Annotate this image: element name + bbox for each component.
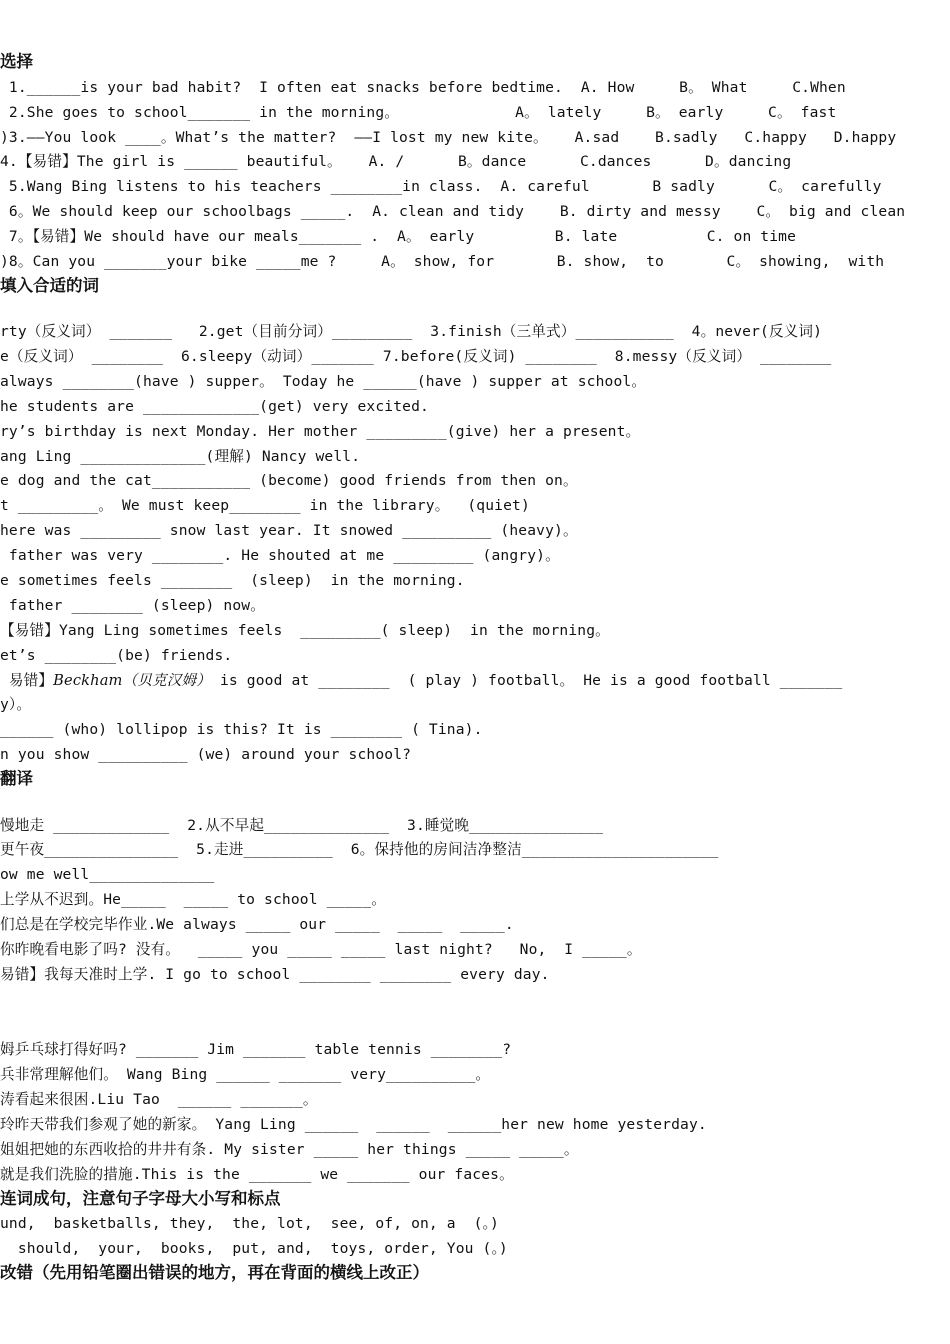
fill-line-15-rest: is good at ________ ( play ) football。 He is a good football _______ <box>211 672 843 689</box>
fill-line-15-italic-name: Beckham（贝克汉姆） <box>53 672 212 689</box>
translate-line-2: 更午夜_______________ 5.走进__________ 6。保持他的房间洁净整洁______________________ <box>0 841 719 858</box>
fill-line-9: here was _________ snow last year. It snowed __________ (heavy)。 <box>0 522 578 539</box>
translate-line-1: 慢地走 _____________ 2.从不早起______________ 3.睡觉晚_______________ <box>0 817 604 834</box>
section-heading-choice: 选择 <box>0 52 33 71</box>
choice-question-4: 4.【易错】The girl is ______ beautiful。 A. / B。dance C.dances D。dancing <box>0 153 792 170</box>
fill-line-5: ry’s birthday is next Monday. Her mother _________(give) her a present。 <box>0 423 641 440</box>
fill-line-12: father ________ (sleep) now。 <box>0 597 265 614</box>
fill-line-3: always ________(have ) supper。 Today he ______(have ) supper at school。 <box>0 373 647 390</box>
fill-line-7: e dog and the cat___________ (become) good friends from then on。 <box>0 472 578 489</box>
fill-line-1: rty（反义词） _______ 2.get（目前分词）_________ 3.finish（三单式）___________ 4。never(反义词) <box>0 323 823 340</box>
choice-question-1: 1.______is your bad habit? I often eat snacks before bedtime. A. How B。 What C.When <box>0 79 846 96</box>
fill-line-6: ang Ling ______________(理解) Nancy well. <box>0 448 361 465</box>
fill-line-4: he students are _____________(get) very excited. <box>0 398 429 415</box>
translate-line-12: 姐姐把她的东西收拾的井井有条. My sister _____ her things _____ _____。 <box>0 1141 579 1158</box>
translate-line-6: 你昨晚看电影了吗? 没有。 _____ you _____ _____ last night? No, I _____。 <box>0 941 642 958</box>
choice-question-7: 7。【易错】We should have our meals_______ . A。 early B. late C. on time <box>0 228 797 245</box>
translate-line-4: 上学从不迟到。He_____ _____ to school _____。 <box>0 891 387 908</box>
translate-line-7: 易错】我每天准时上学. I go to school ________ ________ every day. <box>0 966 550 983</box>
section-heading-translation: 翻译 <box>0 769 33 788</box>
choice-question-6: 6。We should keep our schoolbags _____. A. clean and tidy B. dirty and messy C。 big and clean <box>0 203 906 220</box>
choice-question-8: )8。Can you _______your bike _____me ? A。 show, for B. show, to C。 showing, with <box>0 253 885 270</box>
fill-line-16: y）。 <box>0 696 32 713</box>
fill-line-15-prefix: 易错】 <box>0 672 54 689</box>
fill-line-14: et’s ________(be) friends. <box>0 647 233 664</box>
translate-line-3: ow me well______________ <box>0 866 215 883</box>
fill-line-13: 【易错】Yang Ling sometimes feels _________( sleep) in the morning。 <box>0 622 610 639</box>
fill-line-2: e（反义词） ________ 6.sleepy（动词）_______ 7.before(反义词) ________ 8.messy（反义词） ________ <box>0 348 832 365</box>
translate-line-9: 兵非常理解他们。 Wang Bing ______ _______ very__________。 <box>0 1066 491 1083</box>
section-heading-error-correction: 改错（先用铅笔圈出错误的地方，再在背面的横线上改正） <box>0 1263 429 1282</box>
fill-line-17: ______ (who) lollipop is this? It is ________ ( Tina). <box>0 721 483 738</box>
fill-line-15 <box>0 671 950 691</box>
translate-line-10: 涛看起来很困.Liu Tao ______ _______。 <box>0 1091 318 1108</box>
translate-line-5: 们总是在学校完毕作业.We always _____ our _____ _____ _____. <box>0 916 514 933</box>
fill-line-10: father was very ________. He shouted at me _________ (angry)。 <box>0 547 560 564</box>
translate-line-8: 姆乒乓球打得好吗? _______ Jim _______ table tennis ________? <box>0 1041 512 1058</box>
choice-question-5: 5.Wang Bing listens to his teachers ________in class. A. careful B sadly C。 carefully <box>0 178 882 195</box>
section-heading-fill-words: 填入合适的词 <box>0 276 99 295</box>
sentence-build-line-2: should, your, books, put, and, toys, order, You (。) <box>0 1240 508 1257</box>
fill-line-11: e sometimes feels ________ (sleep) in the morning. <box>0 572 465 589</box>
fill-line-18: n you show __________ (we) around your school? <box>0 746 412 763</box>
section-heading-sentence-build: 连词成句，注意句子字母大小写和标点 <box>0 1189 281 1208</box>
choice-question-3: )3.——You look ____。What’s the matter? ——I lost my new kite。 A.sad B.sadly C.happy D.happy <box>0 129 897 146</box>
choice-question-2: 2.She goes to school_______ in the morning。 A。 lately B。 early C。 fast <box>0 104 837 121</box>
translate-line-11: 玲昨天带我们参观了她的新家。 Yang Ling ______ ______ ______her new home yesterday. <box>0 1116 707 1133</box>
fill-line-8: t _________。 We must keep________ in the library。 (quiet) <box>0 497 530 514</box>
translate-line-13: 就是我们洗脸的措施.This is the _______ we _______ our faces。 <box>0 1166 514 1183</box>
sentence-build-line-1: und, basketballs, they, the, lot, see, of, on, a (。) <box>0 1215 499 1232</box>
